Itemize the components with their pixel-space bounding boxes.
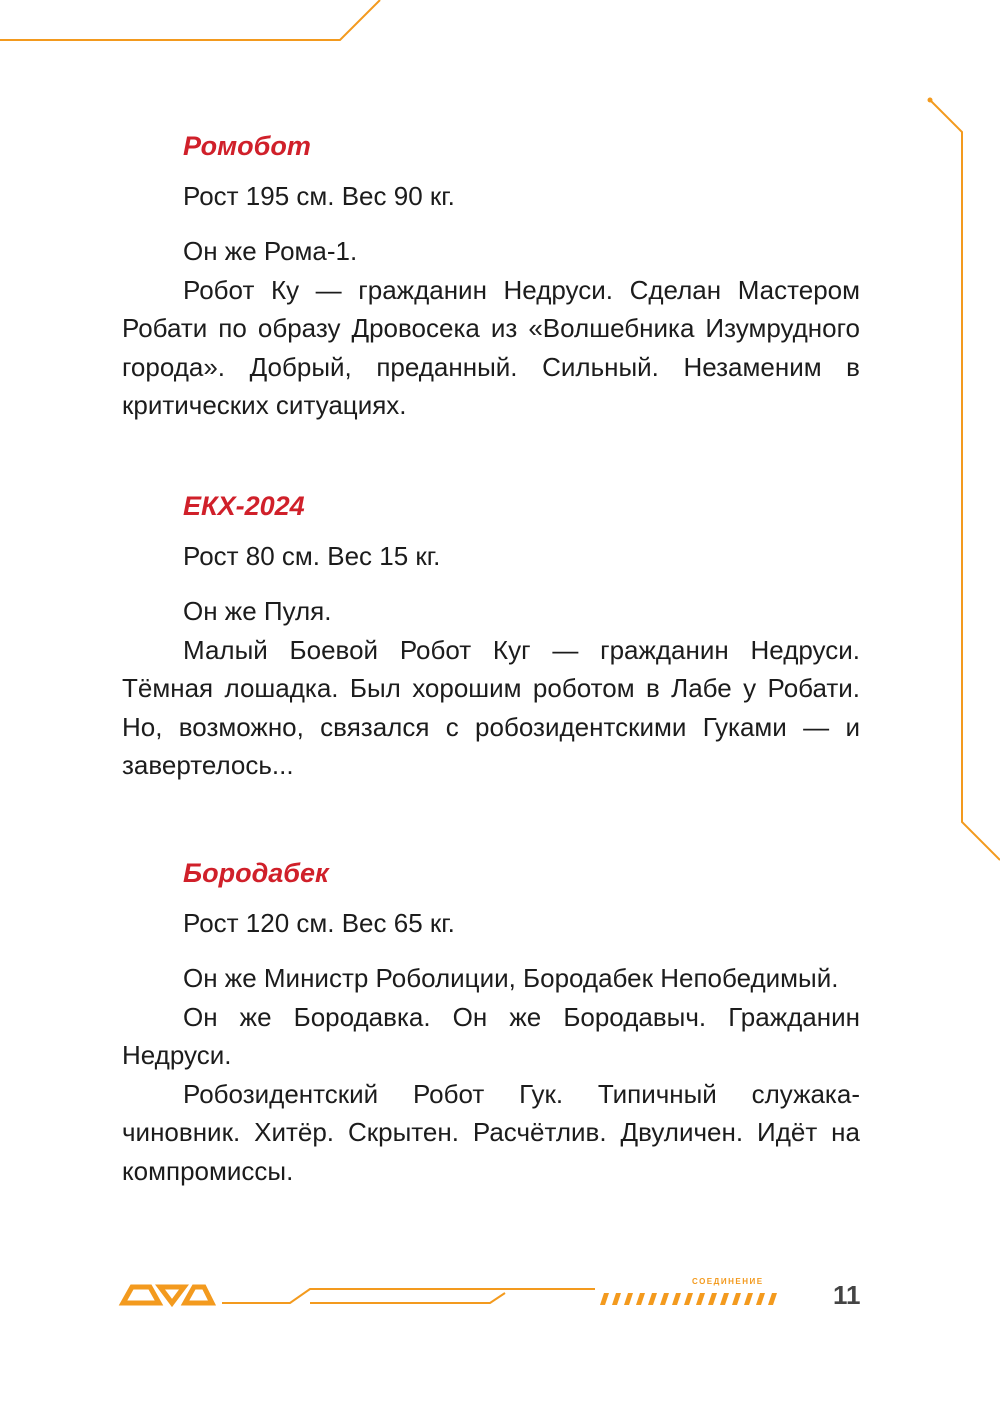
- character-section: [122, 488, 860, 785]
- hatched-bar: [600, 1293, 777, 1305]
- character-name: Бородабек: [183, 858, 329, 888]
- paragraph: Малый Боевой Робот Куг — гражданин Недруси. Тёмная лошадка. Был хорошим роботом в Лабе у Робати. Но, возможно, связался с робозидентскими Гуками — и завертелось...: [122, 634, 860, 780]
- page-number: 11: [833, 1280, 861, 1310]
- character-name: Ромобот: [183, 131, 311, 161]
- triangle-logo-icon: [123, 1287, 212, 1303]
- character-stats: Рост 80 см. Вес 15 кг.: [183, 541, 441, 571]
- paragraph: Он же Министр Роболиции, Бородабек Непобедимый.: [183, 963, 839, 993]
- paragraph: Робозидентский Робот Гук. Типичный служака-чиновник. Хитёр. Скрытен. Расчётлив. Двуличен. Идёт на компромиссы.: [122, 1078, 860, 1186]
- footer-label: СОЕДИНЕНИЕ: [692, 1277, 764, 1286]
- paragraph: Он же Бородавка. Он же Бородавыч. Гражданин Недруси.: [122, 1001, 860, 1070]
- paragraph: Он же Пуля.: [183, 596, 332, 626]
- paragraph: Робот Ку — гражданин Недруси. Сделан Мастером Робати по образу Дровосека из «Волшебника Изумрудного города». Добрый, преданный. Сильный. Незаменим в критических ситуациях.: [122, 274, 860, 420]
- character-section: [122, 855, 860, 1190]
- character-name: ЕКХ-2024: [183, 491, 305, 521]
- character-stats: Рост 120 см. Вес 65 кг.: [183, 908, 455, 938]
- character-section: [122, 128, 860, 425]
- paragraph: Он же Рома-1.: [183, 236, 358, 266]
- character-stats: Рост 195 см. Вес 90 кг.: [183, 181, 455, 211]
